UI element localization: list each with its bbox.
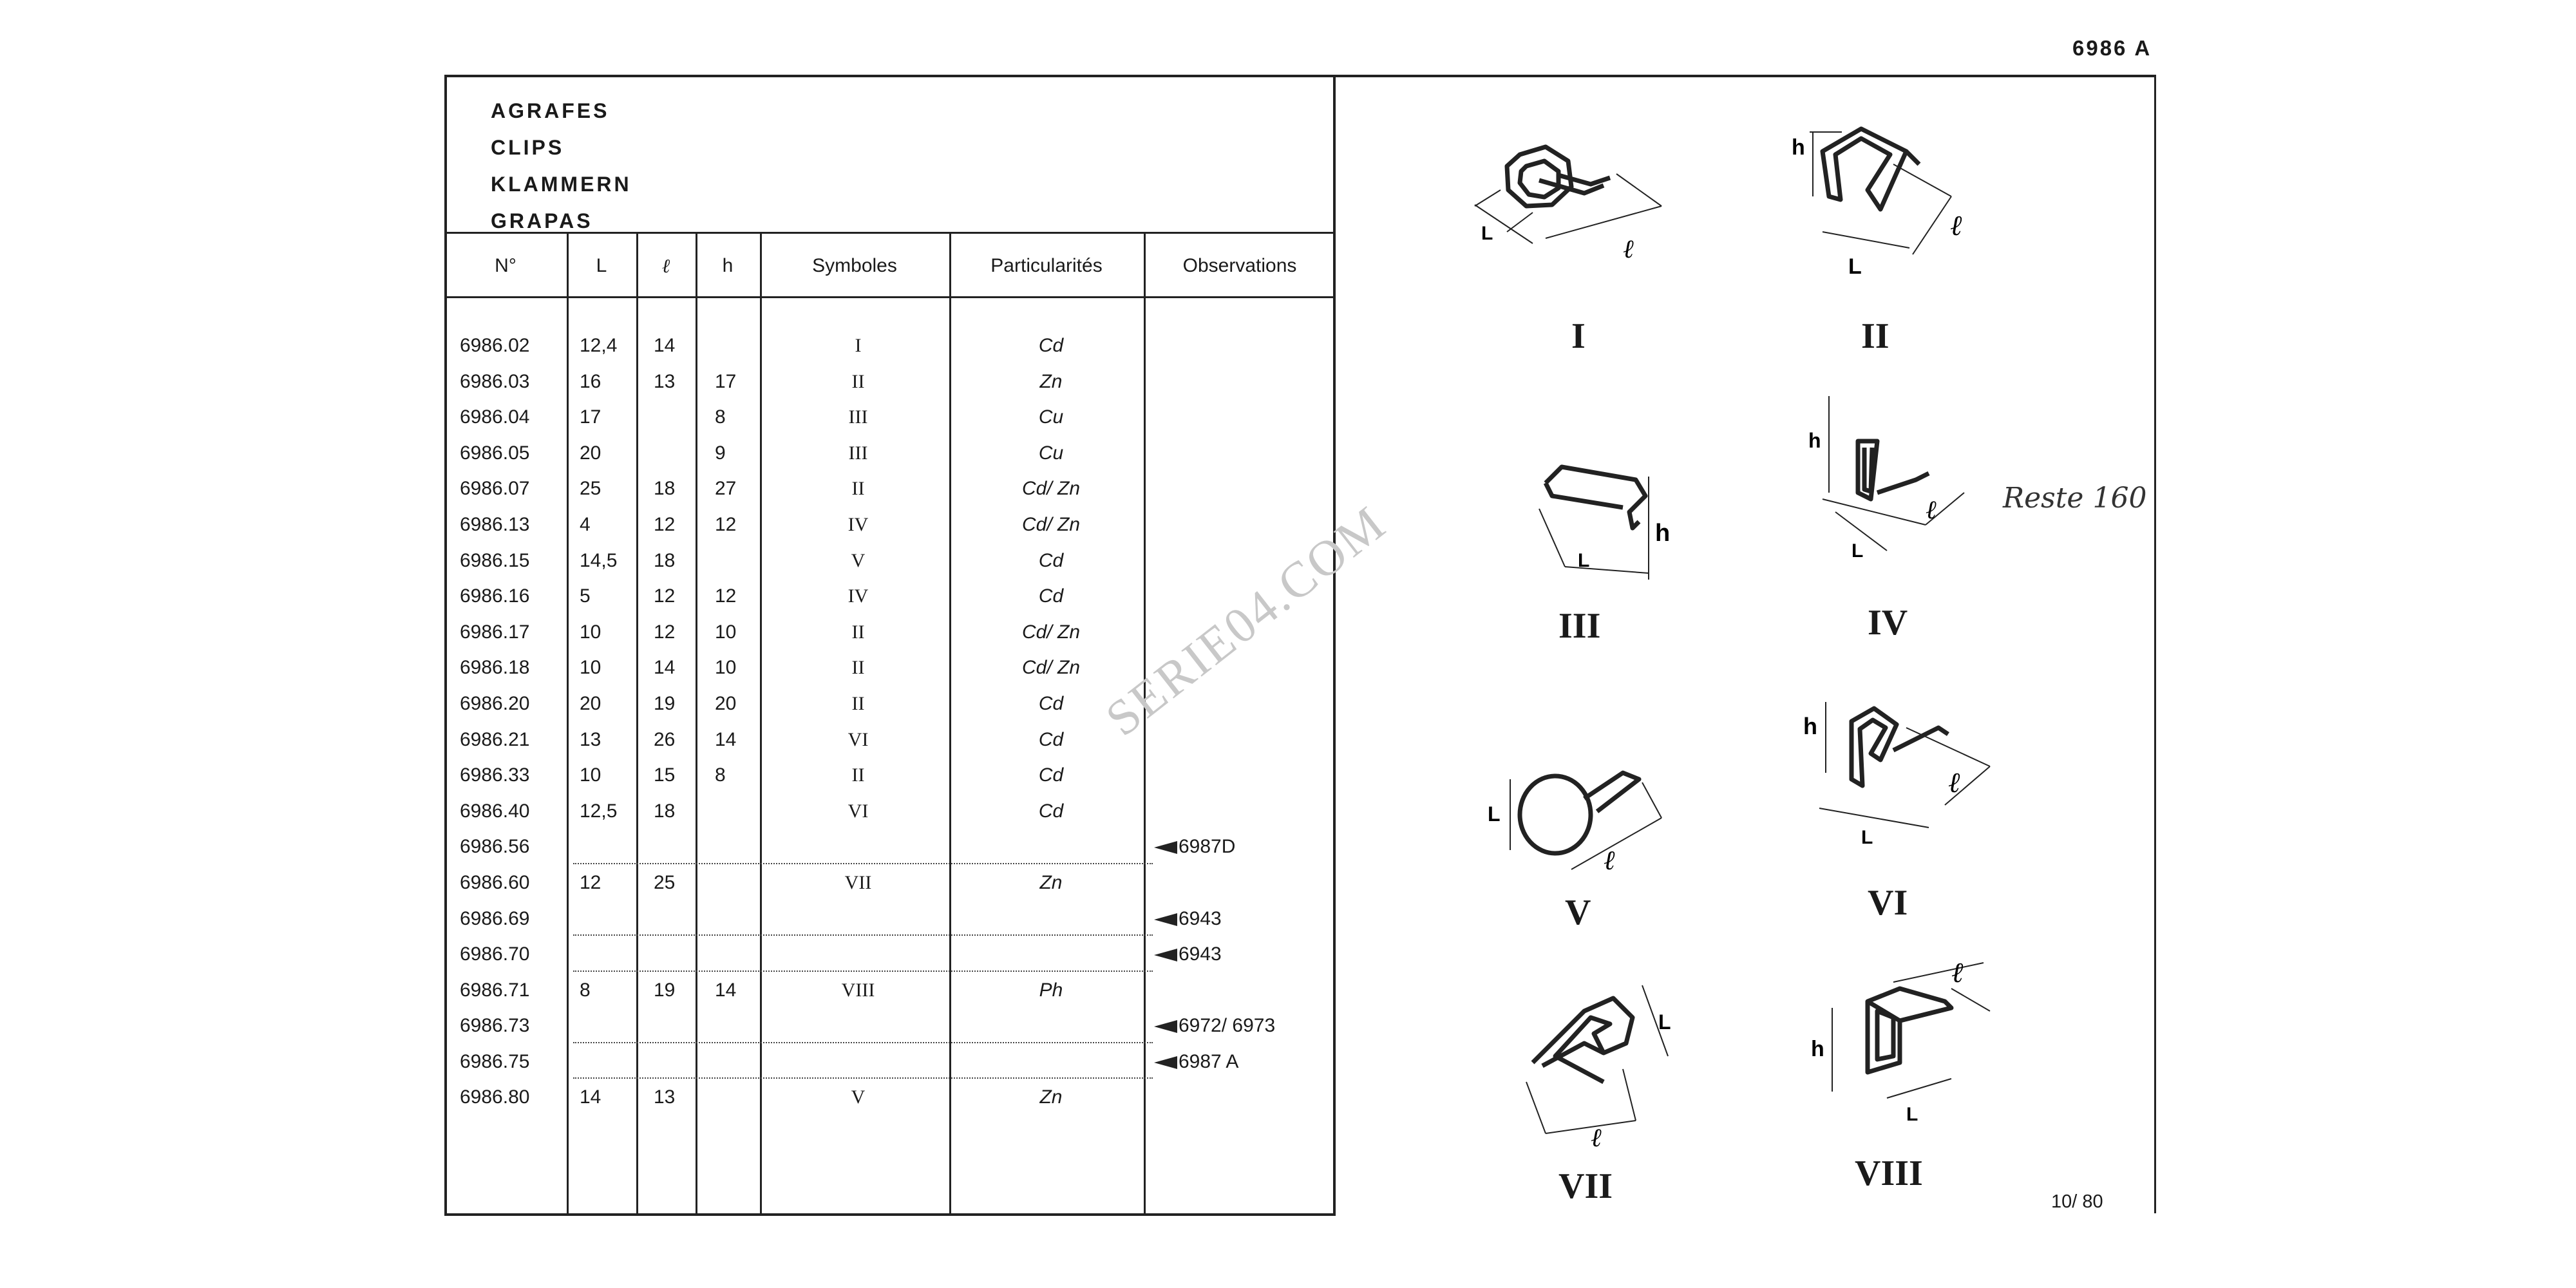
cell-L: 14 <box>580 1086 601 1108</box>
cell-L: 8 <box>580 979 591 1001</box>
figure-iii-dim-L: L <box>1578 550 1590 571</box>
cell-particularite: Cd/ Zn <box>1021 478 1081 500</box>
cell-symbol: II <box>851 621 865 643</box>
cell-particularite: Cd <box>1038 549 1064 571</box>
cell-h: 27 <box>715 478 737 500</box>
cell-number: 6986.21 <box>460 728 530 750</box>
cell-h: 12 <box>715 513 737 535</box>
cell-particularite: Cd <box>1038 800 1064 822</box>
cell-particularite: Cd/ Zn <box>1021 513 1081 535</box>
dotted-leader <box>573 971 1153 972</box>
cell-l: 14 <box>654 657 676 679</box>
cell-h: 20 <box>715 692 737 714</box>
table-row <box>444 759 1336 795</box>
cell-symbol: VI <box>848 800 869 822</box>
figure-viii-dim-h: h <box>1811 1037 1824 1061</box>
page-ref: 6986 A <box>2072 36 2152 60</box>
cell-L: 16 <box>580 370 601 392</box>
cell-number: 6986.04 <box>460 406 530 428</box>
figure-v-dim-l: ℓ <box>1604 844 1615 876</box>
cell-symbol: V <box>851 1086 866 1108</box>
cell-h: 9 <box>715 442 726 464</box>
cell-L: 14,5 <box>580 549 618 571</box>
cell-particularite: Zn <box>1039 1086 1063 1108</box>
observation-ref: 6987D <box>1179 836 1236 858</box>
cell-symbol: II <box>851 692 865 714</box>
cell-number: 6986.33 <box>460 764 530 786</box>
reference-arrow-icon <box>1154 913 1177 926</box>
figure-vi-dim-l: ℓ <box>1948 766 1960 799</box>
table-row <box>444 688 1336 724</box>
cell-particularite: Cd <box>1038 728 1064 750</box>
cell-L: 10 <box>580 657 601 679</box>
cell-L: 25 <box>580 478 601 500</box>
figure-v-drawing <box>1475 753 1687 902</box>
header-h: h <box>722 255 734 276</box>
figure-iv-dim-L: L <box>1852 540 1864 562</box>
table-row <box>444 437 1336 473</box>
cell-number: 6986.13 <box>460 513 530 535</box>
figure-iv-dim-h: h <box>1808 429 1821 452</box>
figure-label-iii: III <box>1558 606 1601 646</box>
cell-symbol: III <box>848 442 868 464</box>
cell-number: 6986.18 <box>460 657 530 679</box>
cell-number: 6986.70 <box>460 943 530 965</box>
cell-number: 6986.15 <box>460 549 530 571</box>
figure-vi-drawing <box>1790 689 2009 857</box>
header-particularites: Particularités <box>990 255 1103 276</box>
figure-label-i: I <box>1571 316 1586 356</box>
cell-h: 14 <box>715 979 737 1001</box>
figure-vii-dim-L: L <box>1658 1010 1671 1034</box>
dotted-leader <box>573 863 1153 864</box>
table-body <box>444 330 1336 1117</box>
header-top-rule <box>444 232 1336 234</box>
cell-L: 20 <box>580 442 601 464</box>
cell-particularite: Cu <box>1038 406 1064 428</box>
figure-ii-dim-l: ℓ <box>1950 209 1962 242</box>
figure-viii-dim-L: L <box>1906 1104 1918 1124</box>
cell-h: 10 <box>715 657 737 679</box>
cell-h: 8 <box>715 406 726 428</box>
figure-vi-dim-h: h <box>1803 713 1817 739</box>
cell-symbol: II <box>851 370 865 392</box>
figure-label-vi: VI <box>1868 883 1908 923</box>
cell-particularite: Cd/ Zn <box>1021 621 1081 643</box>
cell-l: 26 <box>654 728 676 750</box>
observation-ref: 6987 A <box>1179 1050 1239 1072</box>
figure-label-iv: IV <box>1868 603 1908 643</box>
figure-i-drawing <box>1462 129 1681 277</box>
cell-l: 14 <box>654 335 676 356</box>
figure-label-ii: II <box>1861 316 1889 356</box>
cell-number: 6986.05 <box>460 442 530 464</box>
cell-number: 6986.73 <box>460 1015 530 1037</box>
cell-particularite: Zn <box>1039 871 1063 893</box>
figure-iv-drawing <box>1797 396 1990 570</box>
watermark: SERIE04.COM <box>1095 494 1396 747</box>
figure-vi-dim-L: L <box>1861 827 1873 848</box>
cell-particularite: Cd/ Zn <box>1021 657 1081 679</box>
page-number: 10/ 80 <box>2051 1191 2103 1212</box>
header-symboles: Symboles <box>812 255 897 276</box>
figure-label-viii: VIII <box>1855 1153 1923 1193</box>
cell-symbol: II <box>851 764 865 786</box>
cell-number: 6986.16 <box>460 585 530 607</box>
cell-number: 6986.17 <box>460 621 530 643</box>
handwritten-note: Reste 160 <box>2003 482 2147 515</box>
figure-i-dim-l: ℓ <box>1623 234 1634 264</box>
cell-L: 12,5 <box>580 800 618 822</box>
cell-h: 14 <box>715 728 737 750</box>
cell-number: 6986.69 <box>460 907 530 929</box>
table-row <box>444 401 1336 437</box>
cell-symbol: V <box>851 549 866 571</box>
table-row <box>444 724 1336 760</box>
table-row <box>444 938 1336 974</box>
cell-symbol: II <box>851 657 865 679</box>
table-row <box>444 1010 1336 1046</box>
title-agrafes: AGRAFES <box>491 99 610 122</box>
cell-symbol: IV <box>848 513 869 535</box>
cell-particularite: Cd <box>1038 335 1064 356</box>
cell-l: 12 <box>654 585 676 607</box>
cell-particularite: Cd <box>1038 585 1064 607</box>
cell-L: 20 <box>580 692 601 714</box>
cell-l: 13 <box>654 1086 676 1108</box>
cell-symbol: VI <box>848 728 869 750</box>
cell-h: 12 <box>715 585 737 607</box>
table-row <box>444 366 1336 402</box>
cell-l: 18 <box>654 478 676 500</box>
cell-symbol: I <box>855 335 862 356</box>
cell-particularite: Cu <box>1038 442 1064 464</box>
cell-l: 12 <box>654 513 676 535</box>
cell-particularite: Ph <box>1039 979 1063 1001</box>
cell-h: 8 <box>715 764 726 786</box>
cell-symbol: III <box>848 406 868 428</box>
cell-L: 13 <box>580 728 601 750</box>
figure-ii-dim-h: h <box>1792 135 1805 160</box>
cell-observation <box>1154 1015 1275 1037</box>
table-row <box>444 545 1336 581</box>
figure-label-vii: VII <box>1558 1166 1613 1206</box>
cell-h: 10 <box>715 621 737 643</box>
figure-ii-drawing <box>1784 106 2009 299</box>
cell-L: 10 <box>580 621 601 643</box>
table-row <box>444 1081 1336 1117</box>
title-grapas: GRAPAS <box>491 209 593 232</box>
cell-L: 12 <box>580 871 601 893</box>
table-row <box>444 473 1336 509</box>
figure-vii-dim-l: ℓ <box>1591 1123 1602 1153</box>
cell-particularite: Zn <box>1039 370 1063 392</box>
reference-arrow-icon <box>1154 1020 1177 1033</box>
figure-i-dim-L: L <box>1481 223 1493 244</box>
figure-viii-drawing <box>1797 950 2016 1124</box>
titles <box>491 93 632 240</box>
table-row <box>444 831 1336 867</box>
cell-l: 15 <box>654 764 676 786</box>
reference-arrow-icon <box>1154 1056 1177 1069</box>
cell-L: 5 <box>580 585 591 607</box>
figure-v-dim-L: L <box>1488 802 1501 826</box>
cell-symbol: IV <box>848 585 869 607</box>
cell-number: 6986.80 <box>460 1086 530 1108</box>
cell-number: 6986.60 <box>460 871 530 893</box>
cell-L: 12,4 <box>580 335 618 356</box>
cell-number: 6986.07 <box>460 478 530 500</box>
cell-l: 12 <box>654 621 676 643</box>
table-row <box>444 1046 1336 1082</box>
cell-l: 19 <box>654 692 676 714</box>
header-l: ℓ <box>661 255 670 278</box>
observation-ref: 6943 <box>1179 907 1222 929</box>
title-clips: CLIPS <box>491 136 565 159</box>
reference-arrow-icon <box>1154 949 1177 961</box>
dotted-leader <box>573 934 1153 936</box>
table-row <box>444 580 1336 616</box>
figure-iii-drawing <box>1526 451 1694 592</box>
cell-l: 18 <box>654 800 676 822</box>
cell-number: 6986.40 <box>460 800 530 822</box>
header-bottom-rule <box>444 296 1336 298</box>
cell-symbol: II <box>851 478 865 500</box>
cell-observation <box>1154 908 1222 930</box>
cell-symbol: VIII <box>841 979 875 1001</box>
observation-ref: 6972/ 6973 <box>1179 1015 1276 1037</box>
cell-h: 17 <box>715 370 737 392</box>
cell-l: 25 <box>654 871 676 893</box>
header-observations: Observations <box>1182 255 1297 276</box>
cell-L: 4 <box>580 513 591 535</box>
cell-observation <box>1154 1051 1238 1073</box>
dotted-leader <box>573 1077 1153 1079</box>
title-klammern: KLAMMERN <box>491 173 632 196</box>
header-L: L <box>596 255 607 276</box>
figure-iii-dim-h: h <box>1655 520 1671 547</box>
cell-number: 6986.71 <box>460 979 530 1001</box>
cell-L: 17 <box>580 406 601 428</box>
cell-number: 6986.75 <box>460 1050 530 1072</box>
figure-label-v: V <box>1565 893 1591 933</box>
figure-ii-dim-L: L <box>1848 254 1862 279</box>
cell-l: 18 <box>654 549 676 571</box>
cell-number: 6986.03 <box>460 370 530 392</box>
table-row <box>444 867 1336 903</box>
table-row <box>444 509 1336 545</box>
table-row <box>444 903 1336 939</box>
figure-iv-dim-l: ℓ <box>1926 495 1937 525</box>
cell-l: 19 <box>654 979 676 1001</box>
cell-l: 13 <box>654 370 676 392</box>
observation-ref: 6943 <box>1179 943 1222 965</box>
reference-arrow-icon <box>1154 841 1177 854</box>
cell-number: 6986.20 <box>460 692 530 714</box>
cell-L: 10 <box>580 764 601 786</box>
cell-observation <box>1154 836 1235 858</box>
table-row <box>444 974 1336 1010</box>
dotted-leader <box>573 1042 1153 1043</box>
header-no: N° <box>495 255 516 276</box>
table-row <box>444 795 1336 831</box>
cell-particularite: Cd <box>1038 692 1064 714</box>
cell-number: 6986.56 <box>460 836 530 858</box>
figure-viii-dim-l: ℓ <box>1951 956 1964 989</box>
cell-symbol: VII <box>844 871 872 893</box>
cell-observation <box>1154 943 1222 965</box>
figure-vii-drawing <box>1507 972 1694 1153</box>
table-row <box>444 330 1336 366</box>
cell-particularite: Cd <box>1038 764 1064 786</box>
cell-number: 6986.02 <box>460 335 530 356</box>
